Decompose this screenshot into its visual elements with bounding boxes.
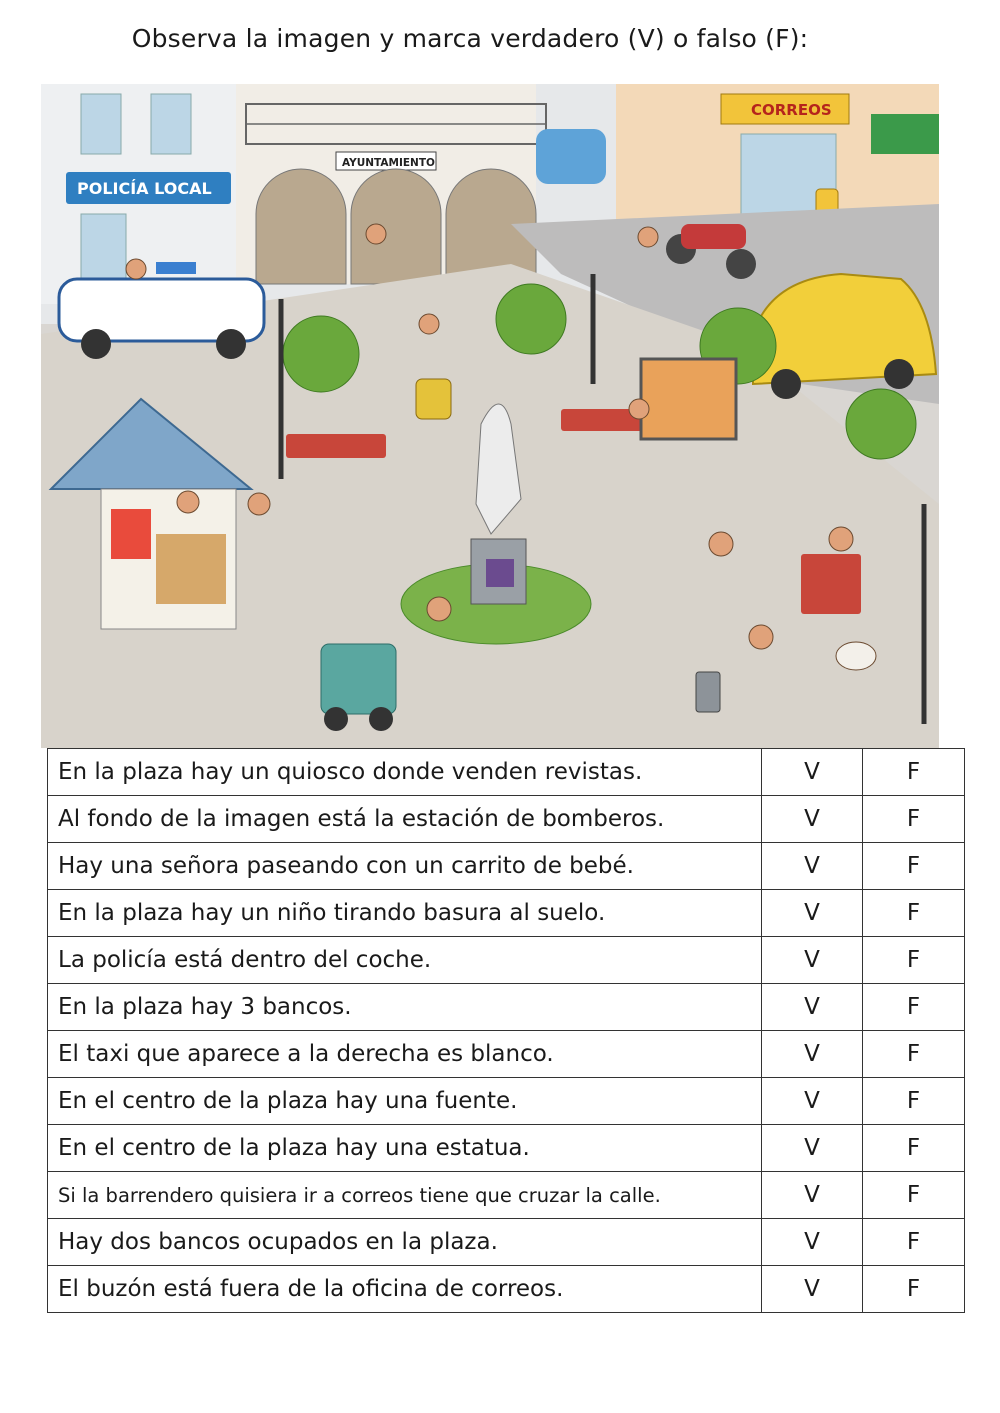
statement-text: En la plaza hay un niño tirando basura al suelo. bbox=[48, 890, 762, 937]
false-option[interactable]: F bbox=[863, 843, 965, 890]
statement-text: Hay una señora paseando con un carrito de bebé. bbox=[48, 843, 762, 890]
true-option[interactable]: V bbox=[762, 796, 863, 843]
table-row bbox=[48, 984, 965, 1031]
table-row bbox=[48, 1031, 965, 1078]
statement-text: La policía está dentro del coche. bbox=[48, 937, 762, 984]
false-option[interactable]: F bbox=[863, 749, 965, 796]
table-row bbox=[48, 749, 965, 796]
false-option[interactable]: F bbox=[863, 1172, 965, 1219]
false-option[interactable]: F bbox=[863, 1031, 965, 1078]
true-option[interactable]: V bbox=[762, 749, 863, 796]
table-row bbox=[48, 937, 965, 984]
table-row bbox=[48, 1125, 965, 1172]
trash-bin bbox=[696, 672, 720, 712]
statement-text: Hay dos bancos ocupados en la plaza. bbox=[48, 1219, 762, 1266]
false-option[interactable]: F bbox=[863, 890, 965, 937]
baby-stroller bbox=[416, 379, 451, 419]
true-option[interactable]: V bbox=[762, 1266, 863, 1313]
table-row bbox=[48, 1172, 965, 1219]
false-option[interactable]: F bbox=[863, 1266, 965, 1313]
statement-text: En la plaza hay 3 bancos. bbox=[48, 984, 762, 1031]
true-option[interactable]: V bbox=[762, 890, 863, 937]
police-sign-text: POLICÍA LOCAL bbox=[77, 179, 212, 198]
false-option[interactable]: F bbox=[863, 1219, 965, 1266]
true-option[interactable]: V bbox=[762, 1078, 863, 1125]
statement-text: En el centro de la plaza hay una estatua. bbox=[48, 1125, 762, 1172]
false-option[interactable]: F bbox=[863, 1078, 965, 1125]
true-false-table bbox=[47, 748, 965, 1313]
false-option[interactable]: F bbox=[863, 1125, 965, 1172]
post-office-sign-text: CORREOS bbox=[751, 101, 832, 119]
statement-text: Al fondo de la imagen está la estación de bomberos. bbox=[48, 796, 762, 843]
table-row bbox=[48, 890, 965, 937]
worksheet-title: Observa la imagen y marca verdadero (V) o falso (F): bbox=[131, 24, 809, 53]
statement-text: En el centro de la plaza hay una fuente. bbox=[48, 1078, 762, 1125]
false-option[interactable]: F bbox=[863, 937, 965, 984]
town-hall-building bbox=[236, 84, 546, 284]
blue-car bbox=[536, 129, 606, 184]
table-row bbox=[48, 796, 965, 843]
statement-text: El taxi que aparece a la derecha es blanco. bbox=[48, 1031, 762, 1078]
table-row bbox=[48, 1078, 965, 1125]
true-option[interactable]: V bbox=[762, 1125, 863, 1172]
true-option[interactable]: V bbox=[762, 843, 863, 890]
dog bbox=[836, 642, 876, 670]
plaza-illustration bbox=[41, 84, 939, 748]
true-option[interactable]: V bbox=[762, 1031, 863, 1078]
true-option[interactable]: V bbox=[762, 984, 863, 1031]
true-option[interactable]: V bbox=[762, 1172, 863, 1219]
true-option[interactable]: V bbox=[762, 1219, 863, 1266]
true-option[interactable]: V bbox=[762, 937, 863, 984]
statement-text: En la plaza hay un quiosco donde venden revistas. bbox=[48, 749, 762, 796]
town-hall-sign-text: AYUNTAMIENTO bbox=[342, 157, 435, 169]
statement-text: El buzón está fuera de la oficina de correos. bbox=[48, 1266, 762, 1313]
statement-text: Si la barrendero quisiera ir a correos tiene que cruzar la calle. bbox=[48, 1172, 762, 1219]
table-row bbox=[48, 1266, 965, 1313]
false-option[interactable]: F bbox=[863, 796, 965, 843]
table-row bbox=[48, 1219, 965, 1266]
false-option[interactable]: F bbox=[863, 984, 965, 1031]
city-map-board bbox=[641, 359, 736, 439]
table-row bbox=[48, 843, 965, 890]
